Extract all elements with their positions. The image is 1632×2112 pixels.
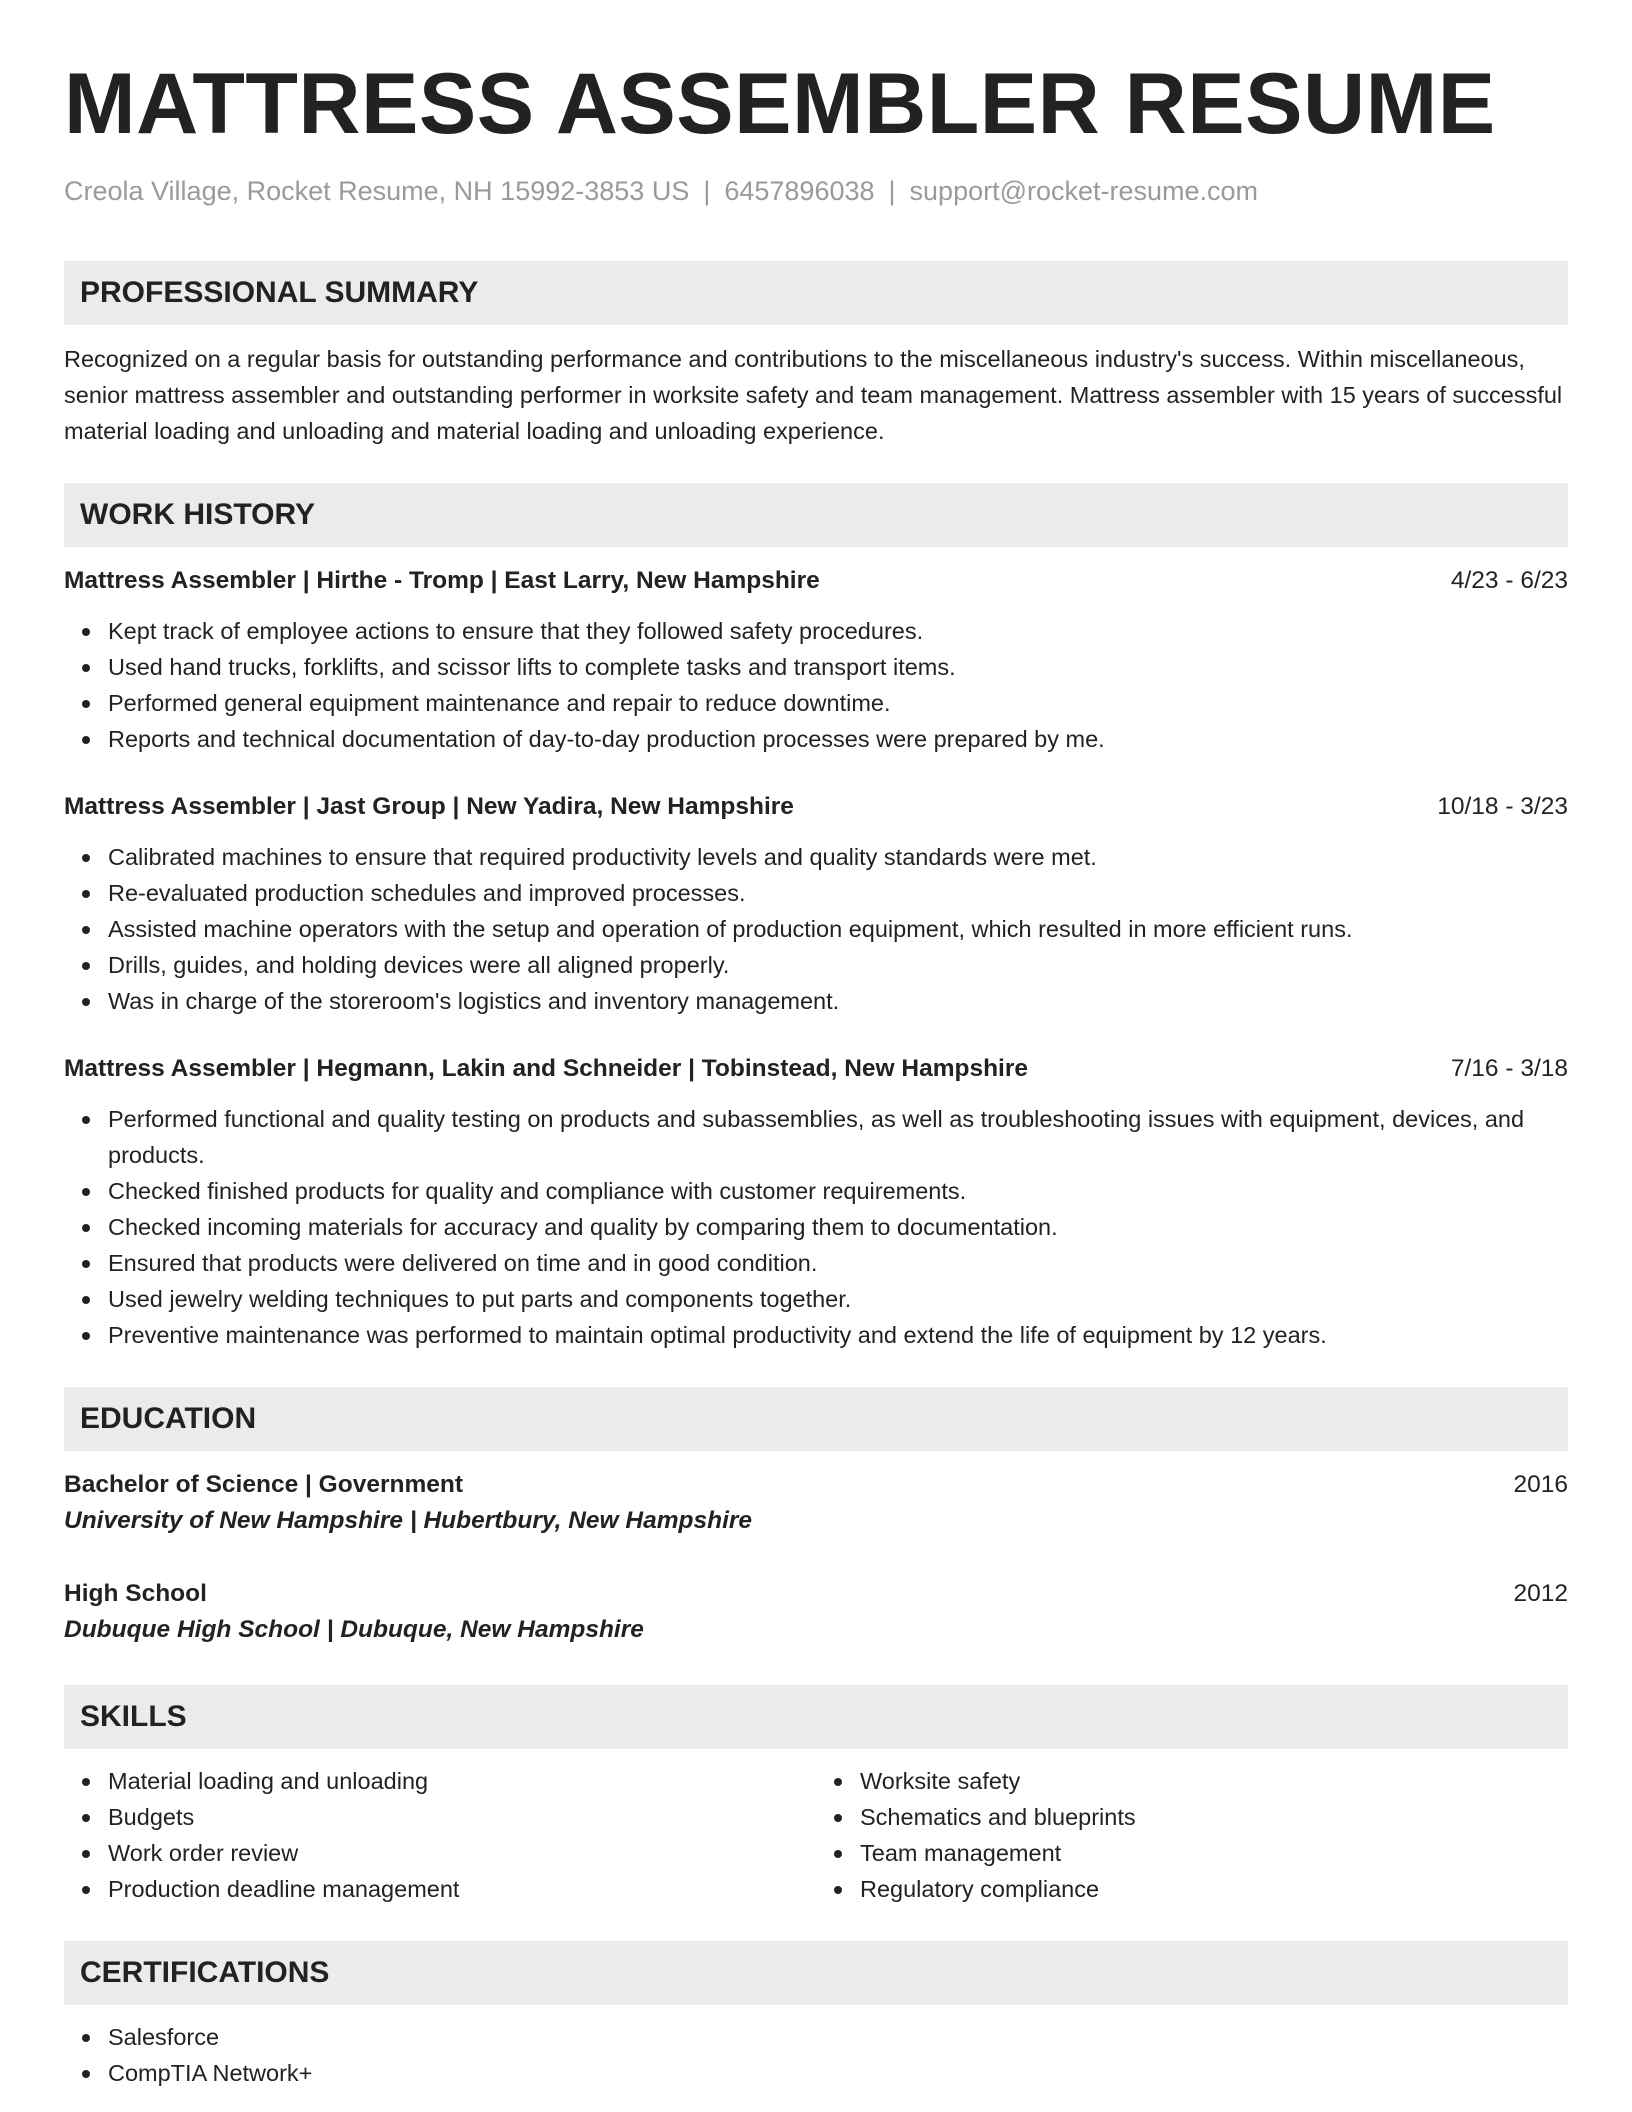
section-header-certifications: CERTIFICATIONS (64, 1941, 1568, 2005)
job-duties (64, 613, 1568, 757)
list-item: Preventive maintenance was performed to maintain optimal productivity and extend the life of equipment by 12 years. (108, 1317, 1568, 1353)
list-item: Performed general equipment maintenance and repair to reduce downtime. (108, 685, 1568, 721)
education-header (64, 1467, 1568, 1503)
list-item: Used hand trucks, forklifts, and scissor lifts to complete tasks and transport items. (108, 649, 1568, 685)
skill-item: Worksite safety (860, 1763, 1568, 1799)
summary-text: Recognized on a regular basis for outstanding performance and contributions to the miscellaneous industry's success. Within miscellaneous, senior mattress assembler and outstanding performer in worksite safety and team management. Mattress assembler with 15 years of successful material loading and unloading and material loading and unloading experience. (64, 346, 1563, 444)
skill-item: Work order review (108, 1835, 816, 1871)
list-item: Calibrated machines to ensure that required productivity levels and quality standards were met. (108, 839, 1568, 875)
section-header-summary: PROFESSIONAL SUMMARY (64, 261, 1568, 325)
list-item: Re-evaluated production schedules and improved processes. (108, 875, 1568, 911)
list-item: Drills, guides, and holding devices were all aligned properly. (108, 947, 1568, 983)
list-item: Ensured that products were delivered on time and in good condition. (108, 1245, 1568, 1281)
skills-list (64, 1749, 1568, 1907)
skills-column-right (816, 1763, 1568, 1907)
skill-item: Team management (860, 1835, 1568, 1871)
job-header (64, 1051, 1568, 1087)
email-link[interactable]: support@rocket-resume.com (909, 176, 1259, 206)
job-title: Mattress Assembler | Hegmann, Lakin and Schneider | Tobinstead, New Hampshire (64, 1055, 1029, 1082)
contact-separator: | (703, 176, 711, 206)
job-entry (64, 1051, 1568, 1353)
graduation-year: 2016 (1513, 1471, 1568, 1498)
list-item: Checked incoming materials for accuracy and quality by comparing them to documentation. (108, 1209, 1568, 1245)
job-title: Mattress Assembler | Hirthe - Tromp | East Larry, New Hampshire (64, 567, 820, 594)
school-name: Dubuque High School | Dubuque, New Hampshire (64, 1616, 644, 1643)
education-header (64, 1576, 1568, 1612)
resume-title: MATTRESS ASSEMBLER RESUME (64, 56, 1496, 152)
phone: 6457896038 (724, 176, 875, 206)
contact-separator: | (888, 176, 896, 206)
certifications-list (64, 2019, 1568, 2091)
list-item: Was in charge of the storeroom's logistics and inventory management. (108, 983, 1568, 1019)
skills-column-left (64, 1763, 816, 1907)
job-dates: 7/16 - 3/18 (1450, 1055, 1568, 1082)
list-item: Checked finished products for quality and compliance with customer requirements. (108, 1173, 1568, 1209)
skill-item: Schematics and blueprints (860, 1799, 1568, 1835)
skill-item: Production deadline management (108, 1871, 816, 1907)
job-header (64, 789, 1568, 825)
section-header-skills: SKILLS (64, 1685, 1568, 1749)
job-duties (64, 839, 1568, 1019)
degree: Bachelor of Science | Government (64, 1471, 463, 1498)
list-item: Reports and technical documentation of day-to-day production processes were prepared by me. (108, 721, 1568, 757)
job-duties (64, 1101, 1568, 1353)
graduation-year: 2012 (1513, 1580, 1568, 1607)
job-title: Mattress Assembler | Jast Group | New Yadira, New Hampshire (64, 793, 794, 820)
job-dates: 4/23 - 6/23 (1450, 567, 1568, 594)
job-entry (64, 563, 1568, 757)
school-name: University of New Hampshire | Hubertbury, New Hampshire (64, 1507, 753, 1534)
job-entry (64, 789, 1568, 1019)
skill-item: Budgets (108, 1799, 816, 1835)
section-header-work-history: WORK HISTORY (64, 483, 1568, 547)
skill-item: Material loading and unloading (108, 1763, 816, 1799)
degree: High School (64, 1580, 207, 1607)
education-entry (64, 1576, 1568, 1648)
job-header (64, 563, 1568, 599)
contact-line (64, 174, 1568, 208)
list-item: Kept track of employee actions to ensure that they followed safety procedures. (108, 613, 1568, 649)
list-item: Performed functional and quality testing on products and subassemblies, as well as troubleshooting issues with equipment, devices, and products. (108, 1101, 1568, 1173)
list-item: Used jewelry welding techniques to put parts and components together. (108, 1281, 1568, 1317)
list-item: Assisted machine operators with the setup and operation of production equipment, which resulted in more efficient runs. (108, 911, 1568, 947)
job-dates: 10/18 - 3/23 (1437, 793, 1568, 820)
skill-item: Regulatory compliance (860, 1871, 1568, 1907)
certification-item: Salesforce (108, 2019, 1568, 2055)
education-entry (64, 1467, 1568, 1539)
address: Creola Village, Rocket Resume, NH 15992-3853 US (64, 176, 690, 206)
section-header-education: EDUCATION (64, 1387, 1568, 1451)
certification-item: CompTIA Network+ (108, 2055, 1568, 2091)
